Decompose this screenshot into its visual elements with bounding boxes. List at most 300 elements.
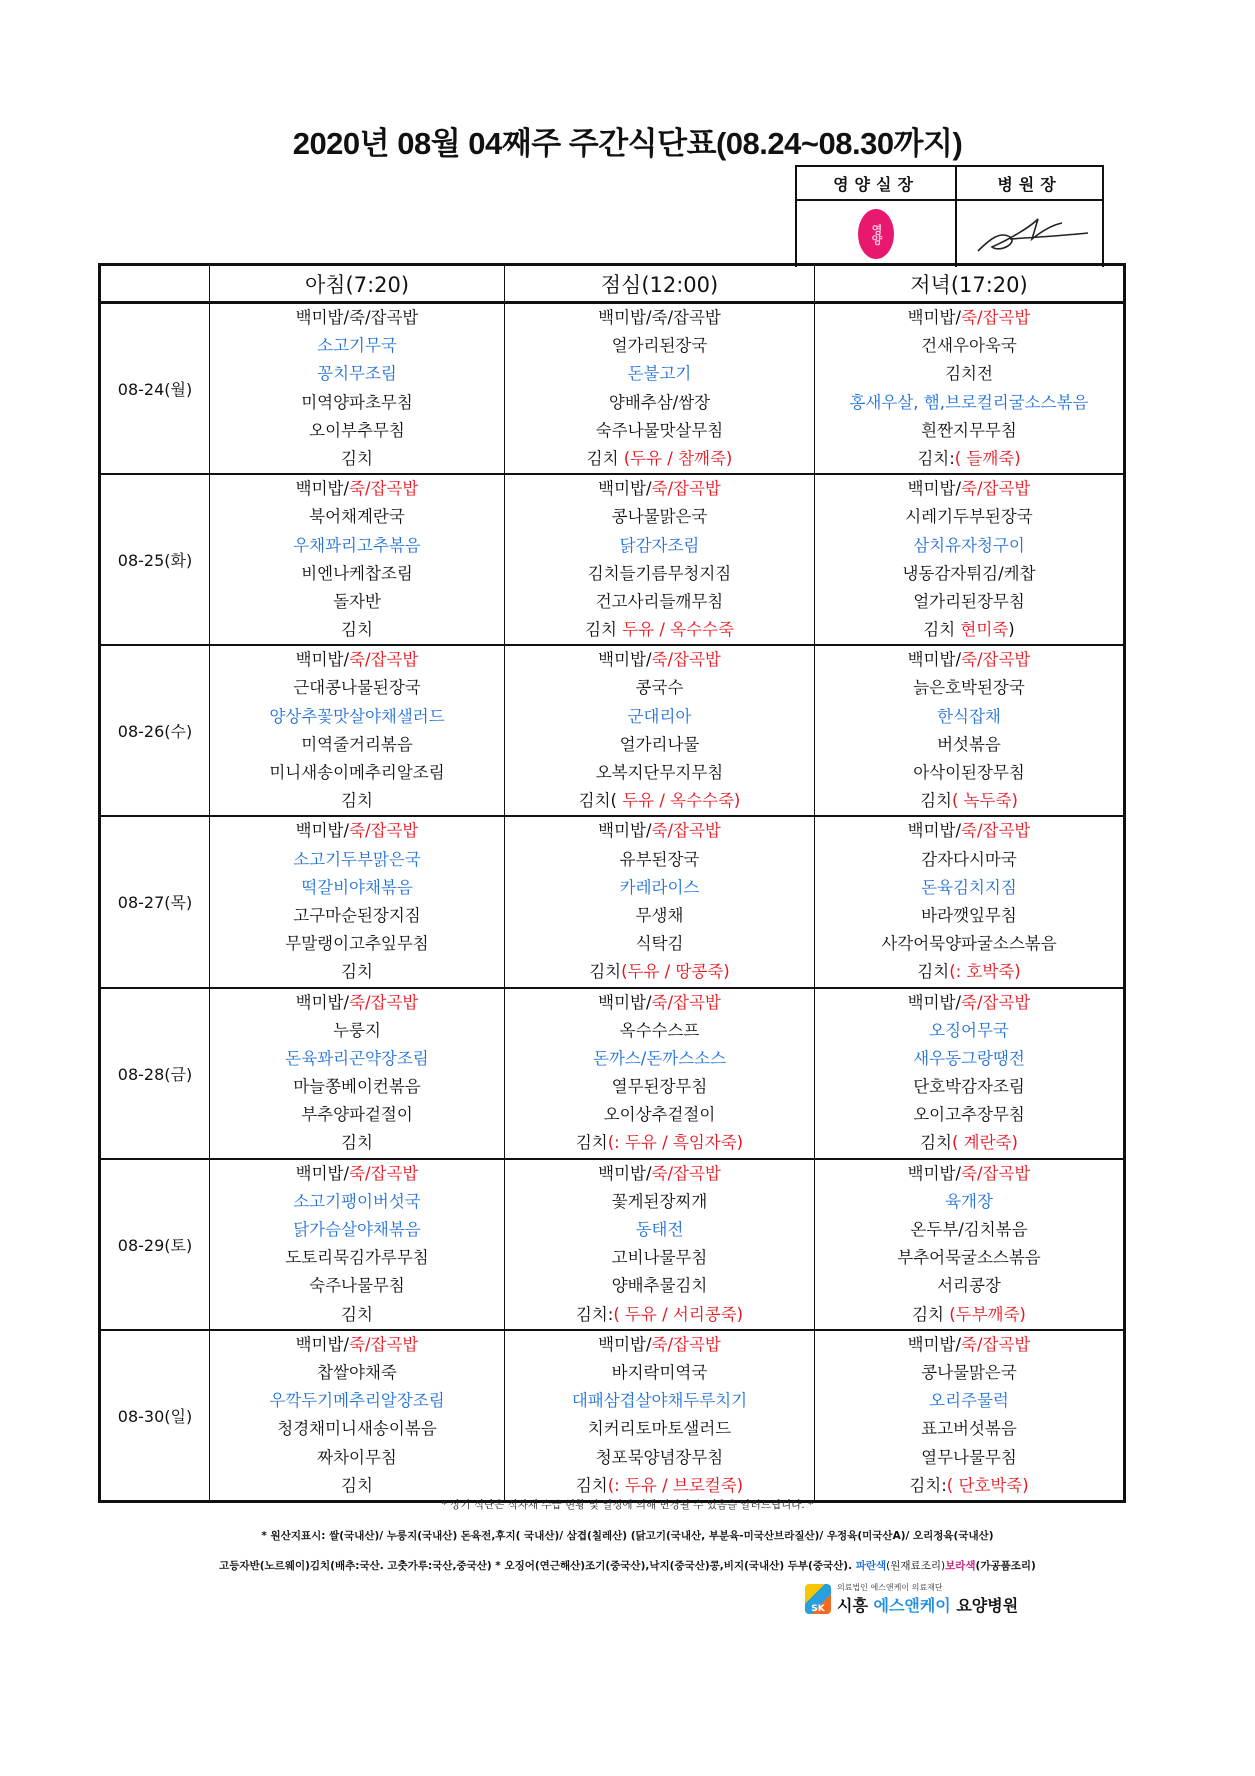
menu-item <box>505 1272 814 1300</box>
dinner-cell <box>815 988 1125 1159</box>
menu-item <box>210 532 504 560</box>
menu-item-text: 건새우아욱국 <box>921 336 1017 356</box>
menu-item-text: 김치 <box>575 1133 608 1153</box>
menu-item-highlight: ( 계란죽) <box>951 1133 1018 1153</box>
menu-item <box>210 1331 504 1359</box>
menu-item <box>505 1244 814 1272</box>
menu-item <box>210 902 504 930</box>
menu-item <box>210 731 504 759</box>
menu-item-text: 오이상추겉절이 <box>603 1105 716 1125</box>
menu-item <box>210 1216 504 1244</box>
lunch-cell <box>505 303 815 475</box>
menu-item-text: 유부된장국 <box>619 849 700 869</box>
menu-item <box>210 616 504 644</box>
menu-item <box>505 1387 814 1415</box>
menu-item <box>815 846 1123 874</box>
lunch-cell <box>505 645 815 816</box>
menu-item-text: 비엔나케찹조림 <box>301 563 413 583</box>
menu-item-highlight: 죽/잡곡밥 <box>651 1163 721 1183</box>
menu-item-text: 김치 <box>341 1133 373 1153</box>
menu-item-text: 단호박감자조림 <box>913 1077 1025 1097</box>
menu-item <box>815 1129 1123 1157</box>
menu-item-text: 닭가슴살야채볶음 <box>293 1220 421 1239</box>
menu-item <box>505 674 814 702</box>
menu-item-text: 바지락미역국 <box>611 1362 708 1382</box>
day-row <box>100 645 1125 816</box>
menu-item <box>210 475 504 503</box>
menu-item <box>210 958 504 986</box>
menu-item-text: 삼치유자청구이 <box>913 535 1025 555</box>
menu-item-highlight: 죽/잡곡밥 <box>651 992 721 1012</box>
menu-item-text: 근대콩나물된장국 <box>293 678 421 698</box>
menu-item-text: 소고기팽이버섯국 <box>293 1191 421 1211</box>
menu-item-text: 늙은호박된장국 <box>913 678 1025 698</box>
header-lunch: 점심(12:00) <box>505 265 815 303</box>
menu-item-text: 미역줄거리볶음 <box>301 734 413 754</box>
menu-item-text: 바라깻잎무침 <box>921 905 1017 925</box>
lunch-cell <box>505 1330 815 1502</box>
menu-item-text: 군대리아 <box>627 706 692 726</box>
menu-item-text: 김치 <box>585 620 623 640</box>
menu-item <box>505 1415 814 1443</box>
menu-body <box>100 303 1125 1502</box>
menu-item-text: 김치 <box>920 1133 952 1153</box>
menu-item-text: 김치 <box>586 448 624 468</box>
menu-item-text: 열무된장무침 <box>611 1077 708 1097</box>
menu-item <box>505 846 814 874</box>
menu-item <box>815 1331 1123 1359</box>
menu-item <box>210 304 504 332</box>
menu-item-highlight: ( 들깨죽) <box>954 448 1021 468</box>
menu-item-text: 냉동감자튀김/케찹 <box>902 563 1036 583</box>
menu-item-text: 미역양파초무침 <box>301 392 413 412</box>
menu-item <box>815 1073 1123 1101</box>
menu-item <box>505 759 814 787</box>
menu-item <box>210 560 504 588</box>
menu-item <box>505 1017 814 1045</box>
menu-item <box>505 389 814 417</box>
menu-item <box>210 1472 504 1500</box>
day-row <box>100 1159 1125 1330</box>
breakfast-cell <box>210 1159 505 1330</box>
menu-item <box>815 787 1123 815</box>
menu-item-highlight: 죽/잡곡밥 <box>349 479 419 499</box>
menu-item <box>505 616 814 644</box>
menu-item <box>210 389 504 417</box>
menu-item <box>505 1216 814 1244</box>
menu-item-text: 감자다시마국 <box>921 849 1017 869</box>
menu-item <box>815 1359 1123 1387</box>
menu-item <box>210 1272 504 1300</box>
breakfast-cell <box>210 988 505 1159</box>
menu-item <box>815 1101 1123 1129</box>
menu-item <box>815 1244 1123 1272</box>
menu-item-text: 김치 <box>341 962 373 982</box>
menu-item-text: 김치 <box>917 962 950 982</box>
menu-item <box>815 1272 1123 1300</box>
menu-item-text: 오복지단무지무침 <box>595 763 724 782</box>
menu-item-highlight: 죽/잡곡밥 <box>961 1163 1031 1183</box>
menu-item <box>505 958 814 986</box>
menu-item <box>815 1415 1123 1443</box>
menu-item <box>815 817 1123 845</box>
lunch-cell <box>505 988 815 1159</box>
menu-item-text: 오이부추무침 <box>309 420 405 440</box>
menu-item <box>505 1444 814 1472</box>
menu-item <box>210 874 504 902</box>
menu-item-text: 미니새송이메추리알조림 <box>269 763 445 782</box>
menu-item-text: 백미밥/ <box>295 992 350 1012</box>
menu-item-text: 김치 <box>923 620 961 640</box>
menu-item <box>815 1472 1123 1500</box>
menu-item-text: 돈육김치지짐 <box>921 877 1017 897</box>
menu-item <box>505 874 814 902</box>
menu-item-text: 소고기두부맑은국 <box>293 849 421 869</box>
logo-name-highlight: 에스앤케이 <box>873 1596 951 1615</box>
menu-item-text: 열무나물무침 <box>921 1447 1017 1467</box>
menu-item-text: 김치 <box>341 448 373 468</box>
menu-item-highlight: 죽/잡곡밥 <box>651 479 721 499</box>
menu-item-highlight: 죽/잡곡밥 <box>651 821 721 841</box>
menu-item <box>505 1129 814 1157</box>
approval-nutrition-chief-label: 영양실장 <box>797 167 957 201</box>
day-row <box>100 988 1125 1159</box>
menu-item-text: 백미밥/죽/잡곡밥 <box>598 308 721 327</box>
menu-item-text: 오이고추장무침 <box>913 1105 1025 1125</box>
menu-item-text: 시레기두부된장국 <box>905 507 1033 527</box>
menu-item <box>505 1073 814 1101</box>
menu-item-text: 돈불고기 <box>627 364 692 384</box>
menu-item-highlight: 죽/잡곡밥 <box>651 1334 721 1354</box>
change-notice: * 상기 식단은 식자재 수급 현황 및 일정에 의해 변경될 수 있음을 알려드립니다. * <box>441 1499 814 1511</box>
menu-item-text: 홍새우살, 햄,브로컬리굴소스볶음 <box>849 392 1089 412</box>
menu-item <box>210 846 504 874</box>
menu-item-text: 백미밥/ <box>598 479 652 499</box>
menu-item <box>505 1472 814 1500</box>
menu-item-highlight: 두유 / 옥수수죽) <box>616 791 741 811</box>
menu-item <box>210 1045 504 1073</box>
menu-item-text: 청포묵양념장무침 <box>595 1447 724 1467</box>
menu-item <box>815 332 1123 360</box>
menu-item-text: 김치 <box>341 1304 373 1324</box>
menu-item-text: 양배추물김치 <box>611 1276 708 1296</box>
menu-item-highlight: 죽/잡곡밥 <box>961 308 1031 327</box>
breakfast-cell <box>210 1330 505 1502</box>
menu-item-text: 백미밥/ <box>295 1334 350 1354</box>
origin-text: 고등자반(노르웨이)김치(배추:국산. 고춧가루:국산,중국산) * 오징어(연근해산)조기(중국산),낙지(중국산)콩,비지(국내산) 두부(중국산). <box>219 1560 856 1572</box>
menu-item-text: 백미밥/ <box>907 650 962 670</box>
menu-item-highlight: 죽/잡곡밥 <box>961 1334 1031 1354</box>
day-date: 08-29(토) <box>100 1159 210 1330</box>
menu-item-highlight: (: 호박죽) <box>949 962 1021 982</box>
menu-item-text: 사각어묵양파굴소스볶음 <box>881 934 1057 954</box>
breakfast-cell <box>210 474 505 645</box>
menu-item <box>815 1216 1123 1244</box>
menu-item <box>505 930 814 958</box>
menu-item <box>815 1045 1123 1073</box>
menu-item-highlight: (두유 / 땅콩죽) <box>621 962 730 982</box>
dinner-cell <box>815 1330 1125 1502</box>
menu-item-highlight: 죽/잡곡밥 <box>651 650 721 670</box>
menu-item <box>210 759 504 787</box>
menu-item <box>505 417 814 445</box>
menu-item-text: 김치: <box>917 448 955 468</box>
menu-item <box>505 902 814 930</box>
menu-item-highlight: ( 두유 / 서리콩죽) <box>613 1304 744 1324</box>
menu-item-text: 고비나물무침 <box>611 1248 708 1268</box>
menu-item <box>815 902 1123 930</box>
day-row <box>100 303 1125 475</box>
menu-item <box>210 1073 504 1101</box>
menu-item <box>505 560 814 588</box>
menu-item-text: 백미밥/ <box>598 650 652 670</box>
lunch-cell <box>505 1159 815 1330</box>
origin-notice-line1: * 원산지표시: 쌀(국내산)/ 누룽지(국내산) 돈육전,후지( 국내산)/ 삼겹(칠레산) (닭고기(국내산, 부분육-미국산브라질산)/ 우정육(미국산A)/ 오리정육(국내산) <box>261 1530 994 1542</box>
legend-blue-desc: (원재료조리) <box>886 1560 946 1572</box>
menu-item-text: 식탁김 <box>635 934 684 954</box>
dinner-cell <box>815 816 1125 987</box>
menu-item-highlight: 두유 / 옥수수죽 <box>622 620 734 640</box>
menu-item-highlight: 죽/잡곡밥 <box>349 1163 419 1183</box>
menu-item-text: 백미밥/ <box>598 1334 652 1354</box>
dinner-cell <box>815 1159 1125 1330</box>
menu-item-highlight: 죽/잡곡밥 <box>961 821 1031 841</box>
lunch-cell <box>505 816 815 987</box>
breakfast-cell <box>210 303 505 475</box>
menu-item-highlight: ( 단호박죽) <box>946 1475 1029 1495</box>
menu-item <box>815 417 1123 445</box>
menu-item <box>815 616 1123 644</box>
menu-item <box>210 1359 504 1387</box>
menu-item-text: 백미밥/ <box>598 992 652 1012</box>
dinner-cell <box>815 303 1125 475</box>
menu-item-text: 백미밥/ <box>598 1163 652 1183</box>
day-row <box>100 816 1125 987</box>
menu-item-text: 북어채계란국 <box>309 507 405 527</box>
menu-header-row <box>100 265 1125 303</box>
page-title: 2020년 08월 04째주 주간식단표(08.24~08.30까지) <box>292 126 963 161</box>
header-dinner: 저녁(17:20) <box>815 265 1125 303</box>
menu-item <box>505 646 814 674</box>
menu-item <box>505 1359 814 1387</box>
menu-item <box>210 1188 504 1216</box>
menu-item-text: 새우동그랑땡전 <box>913 1048 1025 1068</box>
menu-item-text: 백미밥/ <box>907 479 962 499</box>
menu-item-text: 온두부/김치볶음 <box>910 1220 1028 1239</box>
menu-item <box>505 1160 814 1188</box>
menu-item-text: 부추어묵굴소스볶음 <box>897 1248 1041 1268</box>
menu-item <box>815 1160 1123 1188</box>
header-breakfast: 아침(7:20) <box>210 265 505 303</box>
menu-item-text: 흰짠지무무침 <box>921 420 1017 440</box>
menu-item-text: 카레라이스 <box>619 877 700 897</box>
menu-item <box>210 1101 504 1129</box>
menu-item-text: 청경채미니새송이볶음 <box>277 1419 437 1439</box>
menu-item <box>210 1017 504 1045</box>
header-date <box>100 265 210 303</box>
menu-item-text: 돈육꽈리곤약장조림 <box>285 1048 429 1068</box>
menu-item-text: 백미밥/ <box>295 821 350 841</box>
menu-item-text: 김치: <box>909 1475 947 1495</box>
menu-item <box>210 1415 504 1443</box>
approval-box <box>795 165 1104 267</box>
menu-item-text: 김치 <box>920 791 952 811</box>
logo-name <box>837 1593 1018 1616</box>
menu-item <box>210 703 504 731</box>
menu-item-text: 백미밥/ <box>907 1334 962 1354</box>
menu-item <box>210 1301 504 1329</box>
menu-item <box>815 1387 1123 1415</box>
menu-item <box>210 332 504 360</box>
menu-item-text: 백미밥/ <box>907 308 962 327</box>
menu-item-text: 콩나물맑은국 <box>921 1362 1017 1382</box>
menu-item <box>210 1387 504 1415</box>
menu-item-highlight: (: 두유 / 흑임자죽) <box>607 1133 744 1153</box>
menu-item <box>815 360 1123 388</box>
menu-item-highlight: 죽/잡곡밥 <box>349 650 419 670</box>
menu-item-text: 돈까스/돈까스소스 <box>592 1048 727 1068</box>
menu-item-text: 김치 <box>341 791 373 811</box>
menu-item <box>505 304 814 332</box>
menu-item-text: 육개장 <box>945 1191 993 1211</box>
menu-item <box>815 958 1123 986</box>
menu-item <box>815 930 1123 958</box>
menu-item-text: 백미밥/ <box>907 821 962 841</box>
day-row <box>100 474 1125 645</box>
menu-item-text: 백미밥/ <box>295 479 350 499</box>
menu-item <box>505 989 814 1017</box>
breakfast-cell <box>210 645 505 816</box>
menu-item-text: 치커리토마토샐러드 <box>587 1419 732 1439</box>
menu-item <box>815 646 1123 674</box>
menu-item-text: 무생채 <box>635 905 684 925</box>
menu-item-highlight: 죽/잡곡밥 <box>349 821 419 841</box>
menu-item-text: 김치 <box>589 962 622 982</box>
menu-item <box>210 1160 504 1188</box>
menu-item-text: 오징어무국 <box>929 1020 1009 1040</box>
menu-item <box>210 1444 504 1472</box>
menu-item-text: 짜차이무침 <box>317 1447 397 1467</box>
menu-item-text: 김치 <box>575 1475 608 1495</box>
menu-item-text: 대패삼겹살야채두루치기 <box>571 1391 748 1411</box>
menu-item-text: 도토리묵김가루무침 <box>285 1248 429 1268</box>
menu-item-text: 김치 <box>341 1475 373 1495</box>
approval-director-label: 병원장 <box>957 167 1102 201</box>
signature-icon <box>970 209 1090 259</box>
menu-item <box>210 445 504 473</box>
menu-item-text: 백미밥/ <box>295 650 350 670</box>
menu-item-highlight: 죽/잡곡밥 <box>961 479 1031 499</box>
menu-item <box>210 989 504 1017</box>
menu-item <box>815 503 1123 531</box>
menu-item-text: 얼가리된장국 <box>611 336 708 356</box>
breakfast-cell <box>210 816 505 987</box>
approval-stamp-cell <box>797 201 957 267</box>
menu-item <box>815 1301 1123 1329</box>
menu-item <box>505 1188 814 1216</box>
menu-item-text: 우채꽈리고추볶음 <box>293 535 421 555</box>
menu-item-text: 꽃게된장찌개 <box>611 1191 708 1211</box>
legend-purple: 보라색 <box>945 1560 976 1572</box>
menu-item-text: 김치전 <box>945 364 993 384</box>
menu-item <box>210 646 504 674</box>
menu-item <box>815 389 1123 417</box>
menu-item <box>210 588 504 616</box>
day-date: 08-25(화) <box>100 474 210 645</box>
menu-item <box>815 1188 1123 1216</box>
menu-item <box>505 360 814 388</box>
menu-item-text: 콩국수 <box>635 678 684 698</box>
menu-item <box>815 989 1123 1017</box>
menu-item <box>815 532 1123 560</box>
menu-item <box>505 503 814 531</box>
menu-item <box>505 817 814 845</box>
menu-item-highlight: ( 녹두죽) <box>951 791 1018 811</box>
menu-item-text: 아삭이된장무침 <box>913 763 1025 782</box>
menu-item-text: 김치 <box>341 620 373 640</box>
menu-item-text: 숙주나물무침 <box>309 1276 405 1296</box>
menu-item <box>505 787 814 815</box>
menu-item-text: 부추양파겉절이 <box>301 1105 413 1125</box>
logo-name-prefix: 시흥 <box>837 1596 874 1615</box>
weekly-menu-table <box>98 263 1126 1503</box>
menu-item <box>815 1017 1123 1045</box>
legend-purple-desc: (가공품조리) <box>975 1560 1036 1572</box>
day-date: 08-28(금) <box>100 988 210 1159</box>
menu-item <box>815 731 1123 759</box>
menu-item-text: 김치들기름무청지짐 <box>587 563 732 583</box>
menu-item <box>210 787 504 815</box>
menu-item-text: 고구마순된장지짐 <box>293 905 421 925</box>
menu-item-suffix: ) <box>1008 620 1015 640</box>
menu-item-text: 누룽지 <box>333 1020 381 1040</box>
menu-item-text: 건고사리들깨무침 <box>595 591 724 611</box>
menu-item-text: 백미밥/죽/잡곡밥 <box>295 308 419 327</box>
menu-item-text: 돌자반 <box>333 591 381 611</box>
menu-item-text: 꽁치무조림 <box>317 364 397 384</box>
day-date: 08-30(일) <box>100 1330 210 1502</box>
menu-item-text: 얼가리나물 <box>619 734 700 754</box>
menu-item <box>505 731 814 759</box>
menu-item-text: 김치( <box>578 791 617 811</box>
hospital-logo-icon: SK <box>805 1584 831 1614</box>
menu-item <box>815 674 1123 702</box>
menu-item-highlight: (: 두유 / 브로컬죽) <box>607 1475 744 1495</box>
day-date: 08-24(월) <box>100 303 210 475</box>
legend-blue: 파란색 <box>855 1560 887 1572</box>
menu-item <box>210 360 504 388</box>
approval-signature-cell <box>957 201 1102 267</box>
dinner-cell <box>815 474 1125 645</box>
menu-item-text: 백미밥/ <box>907 992 962 1012</box>
menu-item <box>815 1444 1123 1472</box>
menu-item-text: 표고버섯볶음 <box>921 1419 1017 1439</box>
menu-item-text: 숙주나물맛살무침 <box>595 420 724 440</box>
menu-item <box>505 588 814 616</box>
menu-item <box>505 1045 814 1073</box>
logo-subtitle: 의료법인 에스앤케이 의료재단 <box>837 1583 943 1592</box>
day-date: 08-27(목) <box>100 816 210 987</box>
seal-stamp-icon: 영양 <box>858 209 894 259</box>
menu-item-highlight: 죽/잡곡밥 <box>349 1334 419 1354</box>
menu-item <box>815 304 1123 332</box>
lunch-cell <box>505 474 815 645</box>
menu-item-text: 동태전 <box>635 1220 684 1239</box>
menu-item-text: 백미밥/ <box>295 1163 350 1183</box>
menu-item-text: 버섯볶음 <box>937 734 1001 754</box>
menu-item-text: 양배추삼/쌈장 <box>608 392 711 412</box>
logo-name-suffix: 요양병원 <box>950 1596 1019 1615</box>
